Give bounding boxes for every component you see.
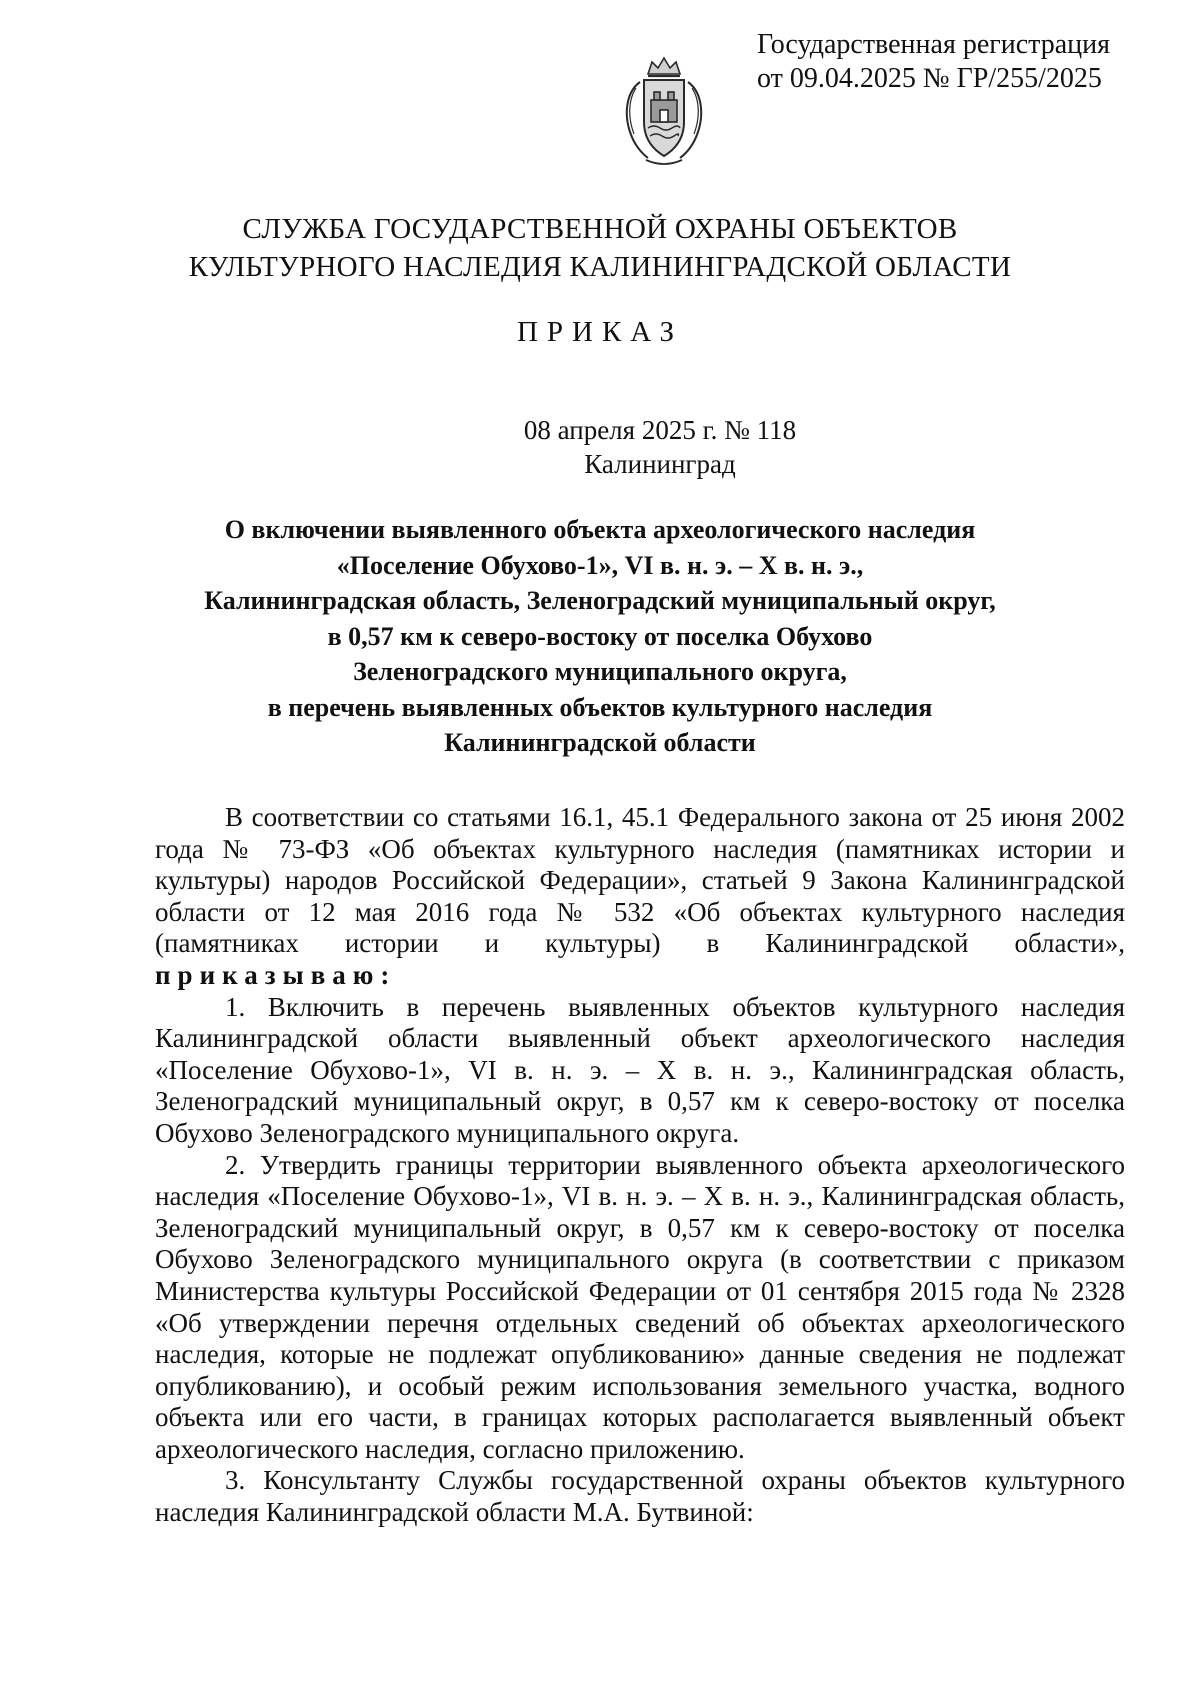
order-verb-colon: : (380, 959, 397, 990)
registration-stamp (757, 28, 1157, 96)
order-item-2: 2. Утвердить границы территории выявленного объекта археологического наследия «Поселение Обухово-1», VI в. н. э. – X в. н. э., Калининградская область, Зеленоградский муниципальный округ, в 0,57 км к северо-востоку от поселка Обухово Зеленоградского муниципального округа (в соответствии с приказом Министерства культуры Российской Федерации от 01 сентября 2015 года № 2328 «Об утверждении перечня отдельных сведений об объектах археологического наследия, которые не подлежат опубликованию» данные сведения не подлежат опубликованию), и особый режим использования земельного участка, водного объекта или его части, в границах которых располагается выявленный объект археологического наследия, согласно приложению. (155, 1149, 1125, 1464)
registration-line-2: от 09.04.2025 № ГР/255/2025 (757, 63, 1102, 94)
preamble-paragraph (155, 802, 1125, 992)
subject-line: в 0,57 км к северо-востоку от поселка Обухово (327, 621, 873, 651)
preamble-text: В соответствии со статьями 16.1, 45.1 Федерального закона от 25 июня 2002 года № 73-ФЗ «Об объектах культурного наследия (памятниках истории и культуры) народов Российской Федерации», статьей 9 Закона Калининградской области от 12 мая 2016 года № 532 «Об объектах культурного наследия (памятниках истории и культуры) в Калининградской области», (155, 802, 1125, 959)
order-item-1: 1. Включить в перечень выявленных объектов культурного наследия Калининградской области выявленный объект археологического наследия «Поселение Обухово-1», VI в. н. э. – X в. н. э., Калининградская область, Зеленоградский муниципальный округ, в 0,57 км к северо-востоку от поселка Обухово Зеленоградского муниципального округа. (155, 991, 1125, 1148)
organization-title-line-2: КУЛЬТУРНОГО НАСЛЕДИЯ КАЛИНИНГРАДСКОЙ ОБЛАСТИ (188, 251, 1012, 283)
order-item-3: 3. Консультанту Службы государственной охраны объектов культурного наследия Калининградской области М.А. Бутвиной: (155, 1465, 1125, 1528)
subject-line: «Поселение Обухово-1», VI в. н. э. – X в. н. э., (336, 550, 864, 580)
registration-line-1: Государственная регистрация (757, 29, 1110, 60)
organization-title-line-1: СЛУЖБА ГОСУДАРСТВЕННОЙ ОХРАНЫ ОБЪЕКТОВ (242, 213, 958, 245)
order-subject (150, 512, 1050, 761)
subject-line: О включении выявленного объекта археологического наследия (224, 515, 976, 544)
subject-line: в перечень выявленных объектов культурного наследия (267, 692, 933, 722)
order-date-number: 08 апреля 2025 г. № 118 (523, 415, 797, 445)
order-city: Калининград (584, 449, 736, 479)
organization-title (140, 210, 1060, 286)
subject-line: Калининградской области (444, 728, 756, 757)
document-type-heading: ПРИКАЗ (516, 316, 684, 348)
subject-line: Зеленоградского муниципального округа, (353, 657, 847, 686)
subject-line: Калининградская область, Зеленоградский муниципальный округ, (204, 586, 996, 615)
order-body (155, 802, 1125, 1529)
order-verb: приказываю (155, 959, 381, 990)
coat-of-arms-emblem (618, 52, 710, 170)
